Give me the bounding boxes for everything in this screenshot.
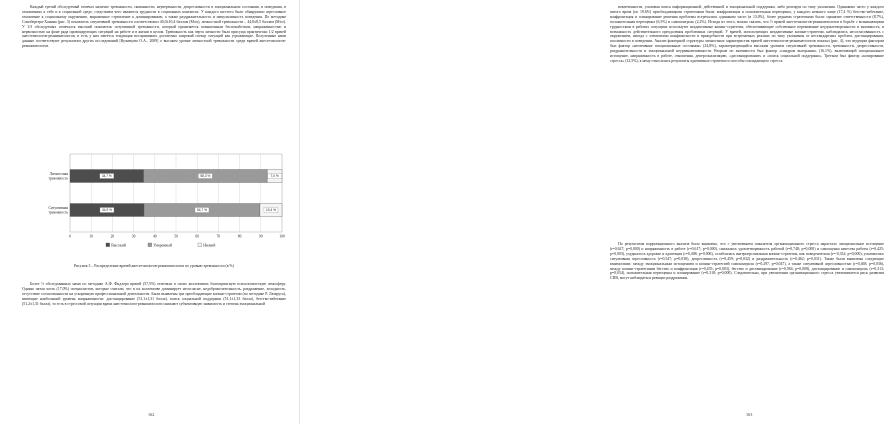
legend-swatch (148, 243, 152, 247)
anxiety-stacked-bar-chart (20, 150, 288, 256)
x-tick-label: 60 (195, 234, 199, 239)
page-number-right: 163 (746, 412, 753, 417)
anxiety-chart-figure (20, 150, 288, 256)
x-tick-label: 20 (110, 234, 115, 239)
data-label: 58,3 % (200, 174, 211, 179)
x-tick-label: 0 (69, 234, 71, 239)
data-label: 10,4 % (266, 208, 276, 213)
category-label: Ситуативная (48, 206, 68, 210)
data-label: 34,7 % (101, 174, 112, 179)
data-label: 54,7 % (197, 208, 207, 213)
data-label: 7,0 % (270, 174, 279, 179)
x-tick-label: 40 (153, 234, 157, 239)
x-tick-label: 80 (237, 234, 242, 239)
left-paragraph-top: Каждый третий обследуемый отмечал наличие тревожности, скованности, неуверенности, депрессивности в эмоциональном состоянии, в поведении, в отношениях к себе и к социальной среде, следствием чего являются трудности в социальных контактах. У каждого шестого было обнаружено агрессивное отношение к социальному окружению, выраженное стремление к доминированию, а также раздражительность и импульсивность поведения. По методике Спилбергера-Ханина (рис. 3) показатель ситуативной тревожности соответствовал 40,0±10,4 баллам (М±σ), личностной тревожности – 44,8±8,5 баллам (М±σ). У 1/3 обследуемых отмечался высокий показатель ситуативной тревожности, который проявляется повышенным беспокойством, напряженностью и нервозностью на фоне ряда провоцирующих ситуаций на работе и в жизни в целом. Тревожность как черта личности была присуща практически 1/2 врачей анестезиологов-реаниматологов, и есть у них имеется тенденция воспринимать достаточно широкий спектр ситуаций как угрожающие. Полученные нами данные соответствуют результатам других исследований [Кузнецова О.А., 2009] о высоком уровне личностной тревожности среди врачей анестезиологов-реаниматологов. (22, 5, 286, 49)
x-tick-label: 100 (279, 234, 285, 239)
legend-swatch (106, 243, 110, 247)
data-label: 34,9 % (102, 208, 112, 213)
category-label: тревожность (48, 176, 68, 181)
right-paragraph-bottom: По результатам корреляционного анализа было выявлено, что с увеличением показателя организационного стресса нарастало эмоциональное истощение (r=0,627; p=0,000) и напряженность в работе (r=0,617; p=0,000), снижались удовлетворенность работой (r=0,748; p=0,000) и самооценка качества работы (r=0,425; p=0,003), ухудшалось здоровье и адаптация (r=0,408; p=0,006), ослаблялась интерперсональная копинг-стратегия, как поведенческая (r=-0,332; p=0,000); усиливалась ситуативная агрессивность (r=0,547; p=0,038), депрессивность (r=0,459; p=0,032) и раздражительность (r=0,462; p=0,031). Также были выявлены следующие взаимосвязи: между эмоциональным истощением и копинг-стратегией самоконтроля (r=0,297, p=0,047), а также ситуативной агрессивностью (r=0,468, p=0,036), между копинг-стратегиями бегство и конфронтация (r=0,435; p=0,003), бегство и дистанцирование (r=0,584; p=0,008), дистанцирование и самоконтроль (r=0,313; p=0,034), положительная переоценка и планирование (r=0,318; p=0,000). Следовательно, при увеличении организационного стресса увеличивается риск развития СПВ, могут наблюдаться реакции раздражения. (610, 242, 884, 281)
left-page (0, 0, 300, 424)
x-tick-label: 90 (259, 234, 263, 239)
left-paragraph-bottom: Более ½ обследованных нами по методике А.Ф. Фидлера врачей (57,5%) отмечали в своих коллективах благоприятную психологическую атмосферу. Однако пятая часть (17,0%) специалистов, которые считали, что в их коллективе доминирует несогласие, недоброжелательность, раздражение, холодность, отсутствие согласованности на ускоренную профессиональной деятельности. Были выявлены три преобладающие копинг-стратегии (по методике Р. Лазаруса), имеющие наибольший уровень напряженности: дистанцирование (51,1±1,31 балла), поиск социальной поддержки (51,1±1,33 балла), бегство-избегание (51,2±1,31 балла), то есть в стрессовой ситуации врачи анестезиологи-реаниматологи снижают субъективную значимость и степень эмоциональной (22, 282, 286, 306)
legend-label: Умеренный (153, 243, 172, 248)
category-label: тревожность (48, 210, 68, 215)
right-paragraph-top: вовлеченности, усиливая поиск информационной, действенной и эмоциональной поддержки, либо реагируя по типу уклонения. Одинаково часто у каждого пятого врача (по 19,6%) преобладающими стратегиями были: конфронтация и положительная переоценка, у каждого немного чаще (17,4 %) бегство-избегание, конфронтация и планирование решения проблемы встречались одинаково часто (в 13,0%), более редкими стратегиями были: принятие ответственности (8,7%), положительная переоценка (6,5%) и самоконтроль (2,2%). Исходя из этого, можно сказать, что ½ врачей анестезиологов-реаниматологов в борьбе с возникающими трудностями в рабочих ситуациях используют неадаптивные копинг-стратегии, обеспечивающие собственное переживание неудовлетворенности и значимость, и возможность действительного преодоления проблемных ситуаций. У врачей, использующих неадаптивные копинг-стратегии, наблюдались несогласованность с окружением, иногда с элементами конфликтности и враждебности при встречаемых реалиях по типу уклонения от нестандартных проблем, дистанцирования, пассивности в поведении. Анализ факторной структуры личностных характеристик врачей анестезиологов-реаниматологов показал (рис. 4), что ведущим фактором был фактор «негативные эмоциональные состояния» (24,8%), характеризующийся высоким уровнем ситуативной тревожности, тревожности, депрессивности, раздражительности и эмоциональной неуравновешенности. Вторым по значимости был фактор «синдром выгорания» (16,1%), включающий эмоциональное истощение, напряженность в работе, отношения, деперсонализацию, «дистанцирование» и «поиск социальной поддержки». Третьим был фактор «копирование стресса» (12,5%), к нему относились результаты адаптивные стратегии и способы совладающего стресса. (610, 5, 884, 63)
page-number-left: 162 (148, 412, 155, 417)
figure-caption: Рисунок 3 – Распределение врачей анестезиологов-реаниматологов по уровню тревожности (в %) (73, 264, 235, 268)
x-tick-label: 30 (131, 234, 136, 239)
x-tick-label: 50 (174, 234, 178, 239)
x-tick-label: 70 (216, 234, 221, 239)
category-label: Личностная (49, 172, 68, 176)
legend-label: Высокий (111, 243, 126, 248)
legend-swatch (198, 243, 202, 247)
right-page (300, 0, 884, 424)
legend-label: Низкий (203, 243, 216, 248)
x-tick-label: 10 (89, 234, 93, 239)
